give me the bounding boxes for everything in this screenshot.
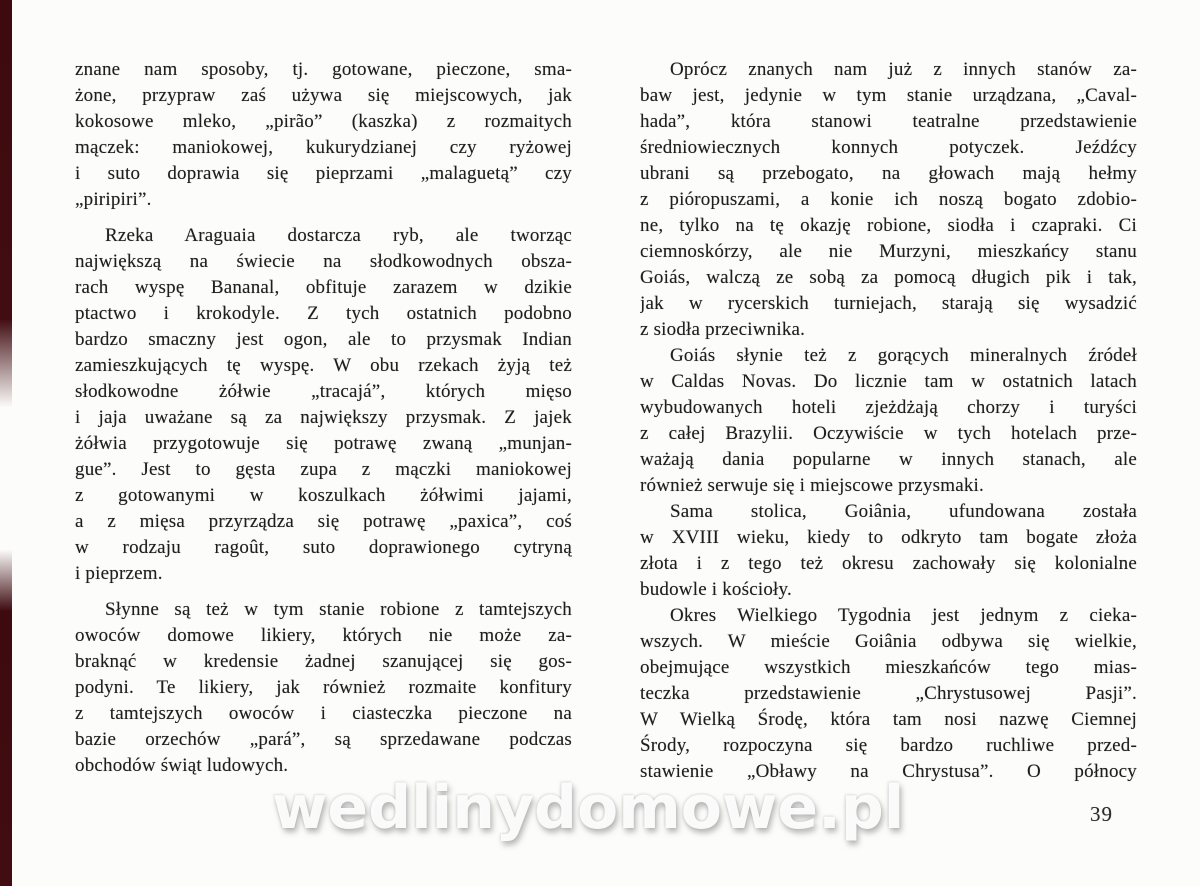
text-line: Goiás słynie też z gorących mineralnych źródeł <box>670 345 1137 366</box>
text-line: hada”, która stanowi teatralne przedstawienie <box>640 111 1137 132</box>
paragraph <box>640 499 1137 603</box>
text-line: gue”. Jest to gęsta zupa z mączki maniokowej <box>75 459 572 480</box>
text-line: i suto doprawia się pieprzami „malaguetą” czy <box>75 163 572 184</box>
text-line: i pieprzem. <box>75 563 163 584</box>
text-line: z pióropuszami, a konie ich noszą bogato zdobio- <box>640 189 1137 210</box>
text-line: bazie orzechów „pará”, są sprzedawane podczas <box>75 729 572 750</box>
text-line: bardzo smaczny jest ogon, ale to przysmak Indian <box>75 329 572 350</box>
watermark: wedlinydomowe.pl <box>272 773 905 843</box>
text-line: obchodów świąt ludowych. <box>75 755 289 776</box>
text-line: ważają dania popularne w innych stanach, ale <box>640 449 1137 470</box>
text-line: „piripiri”. <box>75 189 152 210</box>
paragraph <box>75 57 572 213</box>
text-line: obejmujące wszystkich mieszkańców tego mias- <box>640 657 1137 678</box>
text-line: w XVIII wieku, kiedy to odkryto tam bogate złoża <box>640 527 1137 548</box>
text-line: złota i z tego też okresu zachowały się kolonialne <box>640 553 1137 574</box>
text-line: z gotowanymi w koszulkach żółwimi jajami, <box>75 485 572 506</box>
text-line: ciemnoskórzy, ale nie Murzyni, mieszkańcy stanu <box>640 241 1137 262</box>
text-line: w Caldas Novas. Do licznie tam w ostatnich latach <box>640 371 1137 392</box>
text-line: największą na świecie na słodkowodnych obsza- <box>75 251 572 272</box>
text-line: również serwuje się i miejscowe przysmaki. <box>640 475 984 496</box>
text-line: Sama stolica, Goiânia, ufundowana została <box>670 501 1137 522</box>
text-line: ubrani są przebogato, na głowach mają hełmy <box>640 163 1137 184</box>
text-line: wszych. W mieście Goiânia odbywa się wielkie, <box>640 631 1137 652</box>
text-line: żone, przypraw zaś używa się miejscowych, jak <box>75 85 572 106</box>
text-line: wybudowanych hoteli zjeżdżają chorzy i turyści <box>640 397 1137 418</box>
page-content <box>75 57 1137 785</box>
right-column <box>640 57 1137 785</box>
text-line: kokosowe mleko, „pirão” (kaszka) z rozmaitych <box>75 111 572 132</box>
text-line: zamieszkujących tę wyspę. W obu rzekach żyją też <box>75 355 572 376</box>
text-line: teczka przedstawienie „Chrystusowej Pasji”. <box>640 683 1137 704</box>
text-line: w rodzaju ragoût, suto doprawionego cytryną <box>75 537 572 558</box>
text-line: z całej Brazylii. Oczywiście w tych hotelach prze- <box>640 423 1137 444</box>
paragraph <box>640 603 1137 785</box>
text-line: z tamtejszych owoców i ciasteczka pieczone na <box>75 703 572 724</box>
paragraph <box>640 57 1137 343</box>
text-line: ptactwo i krokodyle. Z tych ostatnich podobno <box>75 303 572 324</box>
paragraph <box>75 597 572 779</box>
text-line: W Wielką Środę, która tam nosi nazwę Ciemnej <box>640 709 1137 730</box>
text-line: Goiás, walczą ze sobą za pomocą długich pik i tak, <box>640 267 1137 288</box>
text-line: ne, tylko na tę okazję robione, siodła i czapraki. Ci <box>640 215 1137 236</box>
paragraph <box>75 223 572 587</box>
text-line: a z mięsa przyrządza się potrawę „paxica”, coś <box>75 511 572 532</box>
page-edge-shadow <box>0 0 12 886</box>
text-line: baw jest, jedynie w tym stanie urządzana, „Caval- <box>640 85 1137 106</box>
text-line: mączek: maniokowej, kukurydzianej czy ryżowej <box>75 137 572 158</box>
text-line: Środy, rozpoczyna się bardzo ruchliwe przed- <box>640 735 1137 756</box>
text-line: słodkowodne żółwie „tracajá”, których mięso <box>75 381 572 402</box>
text-line: średniowiecznych konnych potyczek. Jeźdźcy <box>640 137 1137 158</box>
page-number: 39 <box>1090 802 1113 826</box>
text-line: Okres Wielkiego Tygodnia jest jednym z cieka- <box>670 605 1137 626</box>
text-line: z siodła przeciwnika. <box>640 319 806 340</box>
text-line: żółwia przygotowuje się potrawę zwaną „munjan- <box>75 433 572 454</box>
text-line: jak w rycerskich turniejach, starają się wysadzić <box>640 293 1137 314</box>
text-line: Oprócz znanych nam już z innych stanów za- <box>670 59 1137 80</box>
text-line: podyni. Te likiery, jak również rozmaite konfitury <box>75 677 572 698</box>
paragraph <box>640 343 1137 499</box>
text-line: i jaja uważane są za największy przysmak. Z jajek <box>75 407 572 428</box>
text-line: braknąć w kredensie żadnej szanującej się gos- <box>75 651 572 672</box>
text-line: stawienie „Obławy na Chrystusa”. O północy <box>640 761 1137 782</box>
text-line: rach wyspę Bananal, obfituje zarazem w dzikie <box>75 277 572 298</box>
text-line: znane nam sposoby, tj. gotowane, pieczone, sma- <box>75 59 572 80</box>
text-line: Słynne są też w tym stanie robione z tamtejszych <box>105 599 572 620</box>
left-column <box>75 57 572 785</box>
text-line: owoców domowe likiery, których nie może za- <box>75 625 572 646</box>
text-line: budowle i kościoły. <box>640 579 792 600</box>
text-line: Rzeka Araguaia dostarcza ryb, ale tworząc <box>105 225 572 246</box>
